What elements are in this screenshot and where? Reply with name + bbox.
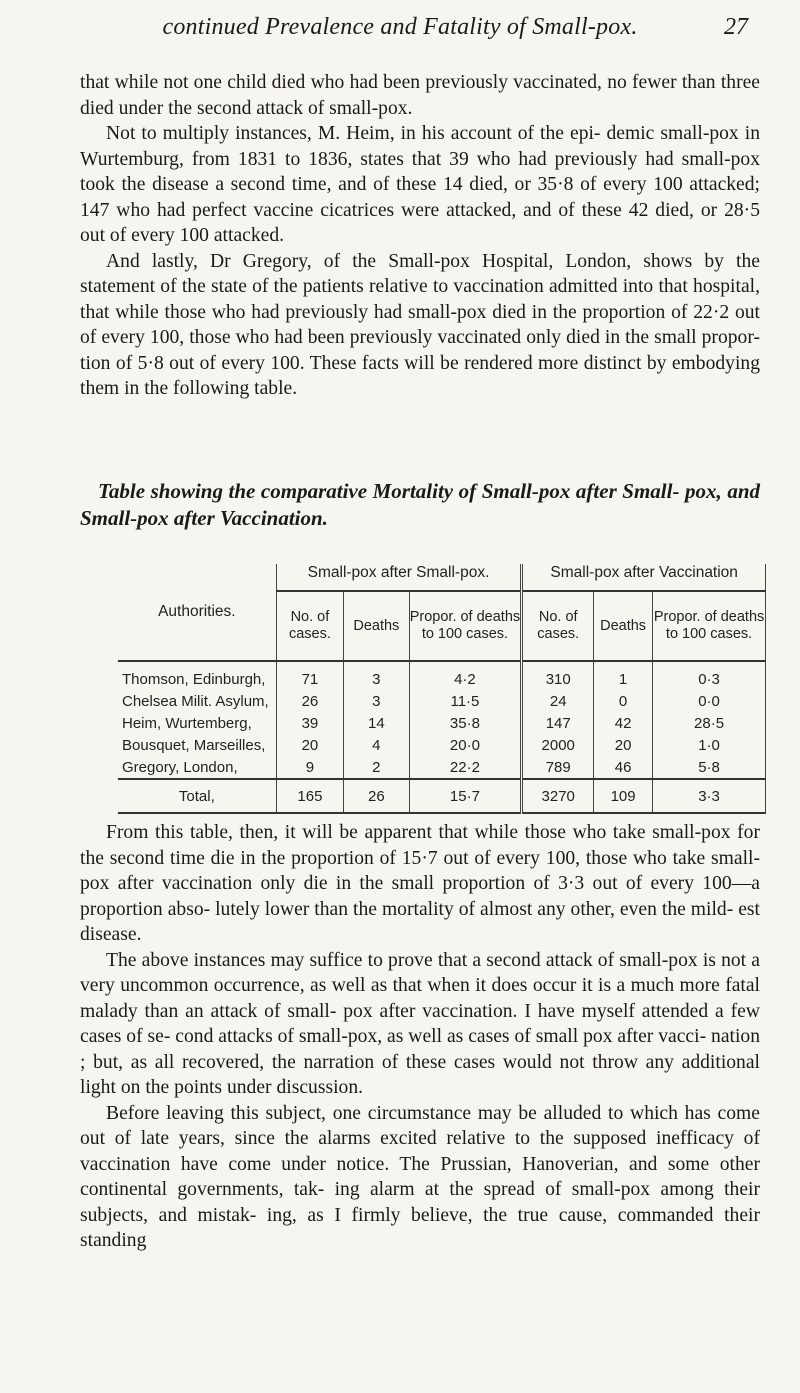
body-text-bottom xyxy=(80,820,760,1254)
cell: 20·0 xyxy=(409,734,522,756)
col-header-propor: Propor. of deaths to 100 cases. xyxy=(653,591,766,661)
cell: 39 xyxy=(276,712,343,734)
page-header xyxy=(0,14,800,54)
cell: 789 xyxy=(522,756,594,779)
table-row xyxy=(118,661,766,690)
cell: 0 xyxy=(594,690,653,712)
cell: 109 xyxy=(594,779,653,813)
cell: 2 xyxy=(344,756,409,779)
running-title: continued Prevalence and Fatality of Small-pox. xyxy=(162,14,638,40)
paragraph: The above instances may suffice to prove that a second attack of small-pox is not a very uncommon occurrence, as well as that when it does occur it is a much more fatal malady than an attack of small- pox after vaccination. I have myself attended a few cases of se- cond attacks of small-pox, as well as cases of small pox after vacci- nation ; but, as all recovered, the narration of these cases would not throw any additional light on the points under discussion. xyxy=(80,949,760,1098)
cell: 165 xyxy=(276,779,343,813)
cell: 3 xyxy=(344,661,409,690)
total-row xyxy=(118,779,766,813)
cell: 14 xyxy=(344,712,409,734)
cell: 15·7 xyxy=(409,779,522,813)
cell: 147 xyxy=(522,712,594,734)
cell: 24 xyxy=(522,690,594,712)
cell: 3270 xyxy=(522,779,594,813)
authority-cell: Heim, Wurtemberg, xyxy=(122,714,252,732)
cell: 3 xyxy=(344,690,409,712)
paragraph: that while not one child died who had been previously vaccinated, no fewer than three died under the second attack of small-pox. xyxy=(80,72,760,119)
cell: 310 xyxy=(522,661,594,690)
cell: 4 xyxy=(344,734,409,756)
cell: 26 xyxy=(344,779,409,813)
cell: 46 xyxy=(594,756,653,779)
cell: 28·5 xyxy=(653,712,766,734)
table-row xyxy=(118,734,766,756)
paragraph: Not to multiply instances, M. Heim, in his account of the epi- demic small-pox in Wurtemburg, from 1831 to 1836, states that 39 who had previously had small-pox took the disease a second time, and of these 14 died, or 35·8 of every 100 attacked; 147 who had perfect vaccine cicatrices were attacked, and of these 42 died, or 28·5 out of every 100 attacked. xyxy=(80,123,760,246)
paragraph: And lastly, Dr Gregory, of the Small-pox Hospital, London, shows by the statement of the state of the patients relative to vaccination admitted into that hospital, that while those who had previously had small-pox died in the proportion of 22·2 out of every 100, those who had been previously vaccinated only died in the small propor- tion of 5·8 out of every 100. These facts will be rendered more distinct by embodying them in the following table. xyxy=(80,250,760,399)
authority-cell: Thomson, Edinburgh, xyxy=(122,670,266,688)
col-header-deaths: Deaths xyxy=(344,591,409,661)
total-label: Total, xyxy=(118,779,276,813)
authority-cell: Bousquet, Marseilles, xyxy=(122,736,266,754)
page-number: 27 xyxy=(724,14,748,40)
group-header-after-smallpox: Small-pox after Small-pox. xyxy=(276,564,522,591)
cell: 20 xyxy=(594,734,653,756)
cell: 11·5 xyxy=(409,690,522,712)
cell: 0·0 xyxy=(653,690,766,712)
col-header-propor: Propor. of deaths to 100 cases. xyxy=(409,591,522,661)
table-row xyxy=(118,690,766,712)
authority-cell: Gregory, London, xyxy=(122,758,238,776)
authorities-header: Authorities. xyxy=(118,564,276,661)
cell: 9 xyxy=(276,756,343,779)
cell: 42 xyxy=(594,712,653,734)
cell: 26 xyxy=(276,690,343,712)
cell: 2000 xyxy=(522,734,594,756)
cell: 3·3 xyxy=(653,779,766,813)
table-row xyxy=(118,712,766,734)
col-header-cases: No. of cases. xyxy=(522,591,594,661)
paragraph: From this table, then, it will be apparent that while those who take small-pox for the second time die in the proportion of 15·7 out of every 100, those who take small-pox after vaccination only die in the small proportion of 3·3 out of every 100—a proportion abso- lutely lower than the mortality of almost any other, even the mild- est disease. xyxy=(80,822,760,945)
cell: 1 xyxy=(594,661,653,690)
cell: 4·2 xyxy=(409,661,522,690)
mortality-table xyxy=(118,564,766,814)
body-text-top xyxy=(80,70,760,402)
cell: 5·8 xyxy=(653,756,766,779)
cell: 0·3 xyxy=(653,661,766,690)
col-header-deaths: Deaths xyxy=(594,591,653,661)
cell: 20 xyxy=(276,734,343,756)
paragraph: Before leaving this subject, one circumstance may be alluded to which has come out of late years, since the alarms excited relative to the supposed inefficacy of vaccination have come under notice. The Prussian, Hanoverian, and some other continental governments, tak- ing alarm at the spread of small-pox among their subjects, and mistak- ing, as I firmly believe, the true cause, commanded their standing xyxy=(80,1102,760,1251)
table-caption: Table showing the comparative Mortality of Small-pox after Small- pox, and Small-pox after Vaccination. xyxy=(80,479,760,530)
cell: 1·0 xyxy=(653,734,766,756)
cell: 22·2 xyxy=(409,756,522,779)
col-header-cases: No. of cases. xyxy=(276,591,343,661)
cell: 35·8 xyxy=(409,712,522,734)
group-header-after-vaccination: Small-pox after Vaccination xyxy=(522,564,766,591)
table-row xyxy=(118,756,766,779)
cell: 71 xyxy=(276,661,343,690)
authority-cell: Chelsea Milit. Asylum, xyxy=(122,692,269,710)
